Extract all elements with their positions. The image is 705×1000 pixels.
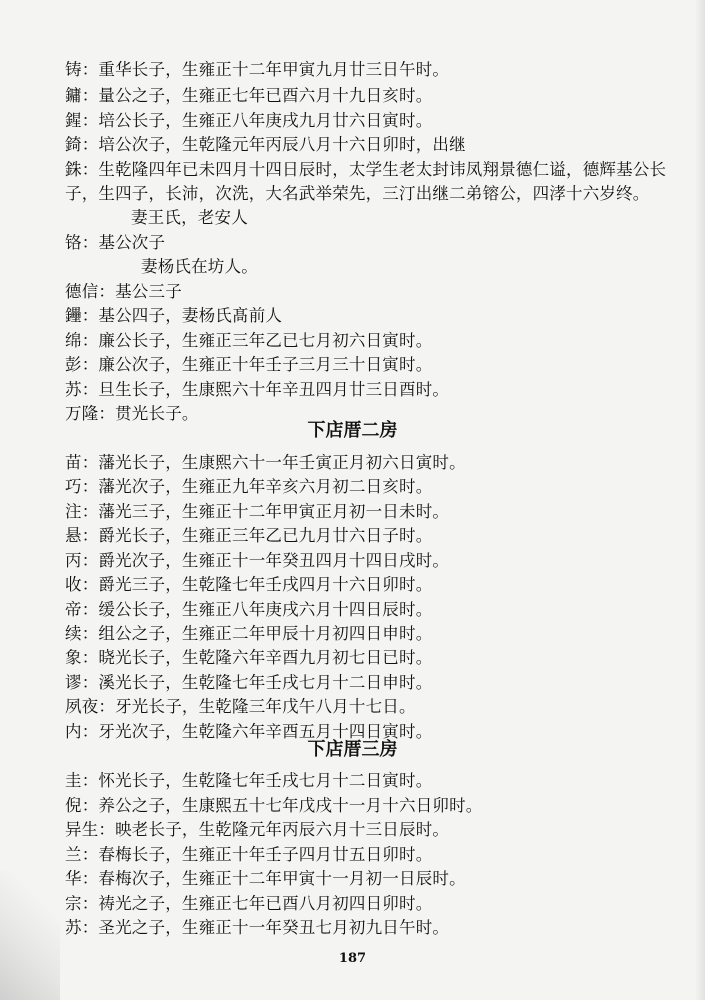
text-line: 鑸：基公四子，妻杨氏髙前人 (65, 306, 283, 325)
page-number: 187 (338, 951, 367, 966)
text-line: 巧：藩光次子，生雍正九年辛亥六月初二日亥时。 (65, 477, 433, 496)
page-corner-shadow (0, 870, 60, 1000)
text-line: 苏：圣光之子，生雍正十一年癸丑七月初九日午时。 (65, 918, 450, 937)
text-line: 錡：培公次子，生乾隆元年丙辰八月十六日卯时，出继 (65, 135, 466, 154)
text-line: 内：牙光次子，生乾隆六年辛酉五月十四日寅时。 (65, 722, 433, 741)
text-line-indented: 妻杨氏在坊人。 (141, 257, 258, 276)
text-line: 鍟：培公长子，生雍正八年庚戌九月廿六日寅时。 (65, 111, 433, 130)
text-line: 苏：旦生长子，生康熙六十年辛丑四月廿三日酉时。 (65, 380, 450, 399)
text-line: 注：藩光三子，生雍正十二年甲寅正月初一日未时。 (65, 502, 450, 521)
text-line: 华：春梅次子，生雍正十二年甲寅十一月初一日辰时。 (65, 869, 466, 888)
text-line: 续：组公之子，生雍正二年甲辰十月初四日申时。 (65, 624, 433, 643)
text-line: 圭：怀光长子，生乾隆七年壬戌七月十二日寅时。 (65, 771, 433, 790)
text-line: 谬：溪光长子，生乾隆七年壬戌七月十二日申时。 (65, 673, 433, 692)
text-line-indented: 妻王氏，老安人 (131, 208, 248, 227)
text-line: 彭：廉公次子，生雍正十年壬子三月三十日寅时。 (65, 355, 433, 374)
text-line: 帝：缓公长子，生雍正八年庚戌六月十四日辰时。 (65, 600, 433, 619)
text-line: 兰：春梅长子，生雍正十年壬子四月廿五日卯时。 (65, 845, 433, 864)
text-line: 绵：廉公长子，生雍正三年乙已七月初六日寅时。 (65, 331, 433, 350)
text-line: 收：爵光三子，生乾隆七年壬戌四月十六日卯时。 (65, 575, 433, 594)
text-line: 夙夜：牙光长子，生乾隆三年戊午八月十七日。 (65, 697, 416, 716)
text-line: 苗：藩光长子，生康熙六十一年壬寅正月初六日寅时。 (65, 453, 466, 472)
section-heading-third-branch: 下店厝三房 (307, 739, 398, 760)
text-line: 銖：生乾隆四年已未四月十四日辰时，太学生老太封讳凤翔景德仁谥，德辉基公长 (65, 160, 667, 179)
text-line: 宗：祷光之子，生雍正七年已酉八月初四日卯时。 (65, 894, 433, 913)
text-line: 悬：爵光长子，生雍正三年乙已九月廿六日子时。 (65, 526, 433, 545)
text-line: 德信：基公三子 (65, 282, 182, 301)
text-line: 铸：重华长子，生雍正十二年甲寅九月廿三日午时。 (65, 60, 450, 79)
text-line: 丙：爵光次子，生雍正十一年癸丑四月十四日戌时。 (65, 551, 450, 570)
text-line: 铬：基公次子 (65, 233, 166, 252)
page-edge-shadow (695, 0, 705, 1000)
text-line: 异生：映老长子，生乾隆元年丙辰六月十三日辰时。 (65, 820, 450, 839)
text-line: 子，生四子，长沛，次洗，大名武举荣先，三汀出继二弟镕公，四涍十六岁终。 (65, 184, 650, 203)
text-line: 万隆：贯光长子。 (65, 404, 199, 423)
section-heading-second-branch: 下店厝二房 (307, 420, 398, 441)
text-line: 象：晓光长子，生乾隆六年辛酉九月初七日已时。 (65, 648, 433, 667)
text-line: 鏞：量公之子，生雍正七年已酉六月十九日亥时。 (65, 86, 433, 105)
text-line: 倪：养公之子，生康熙五十七年戊戌十一月十六日卯时。 (65, 796, 483, 815)
